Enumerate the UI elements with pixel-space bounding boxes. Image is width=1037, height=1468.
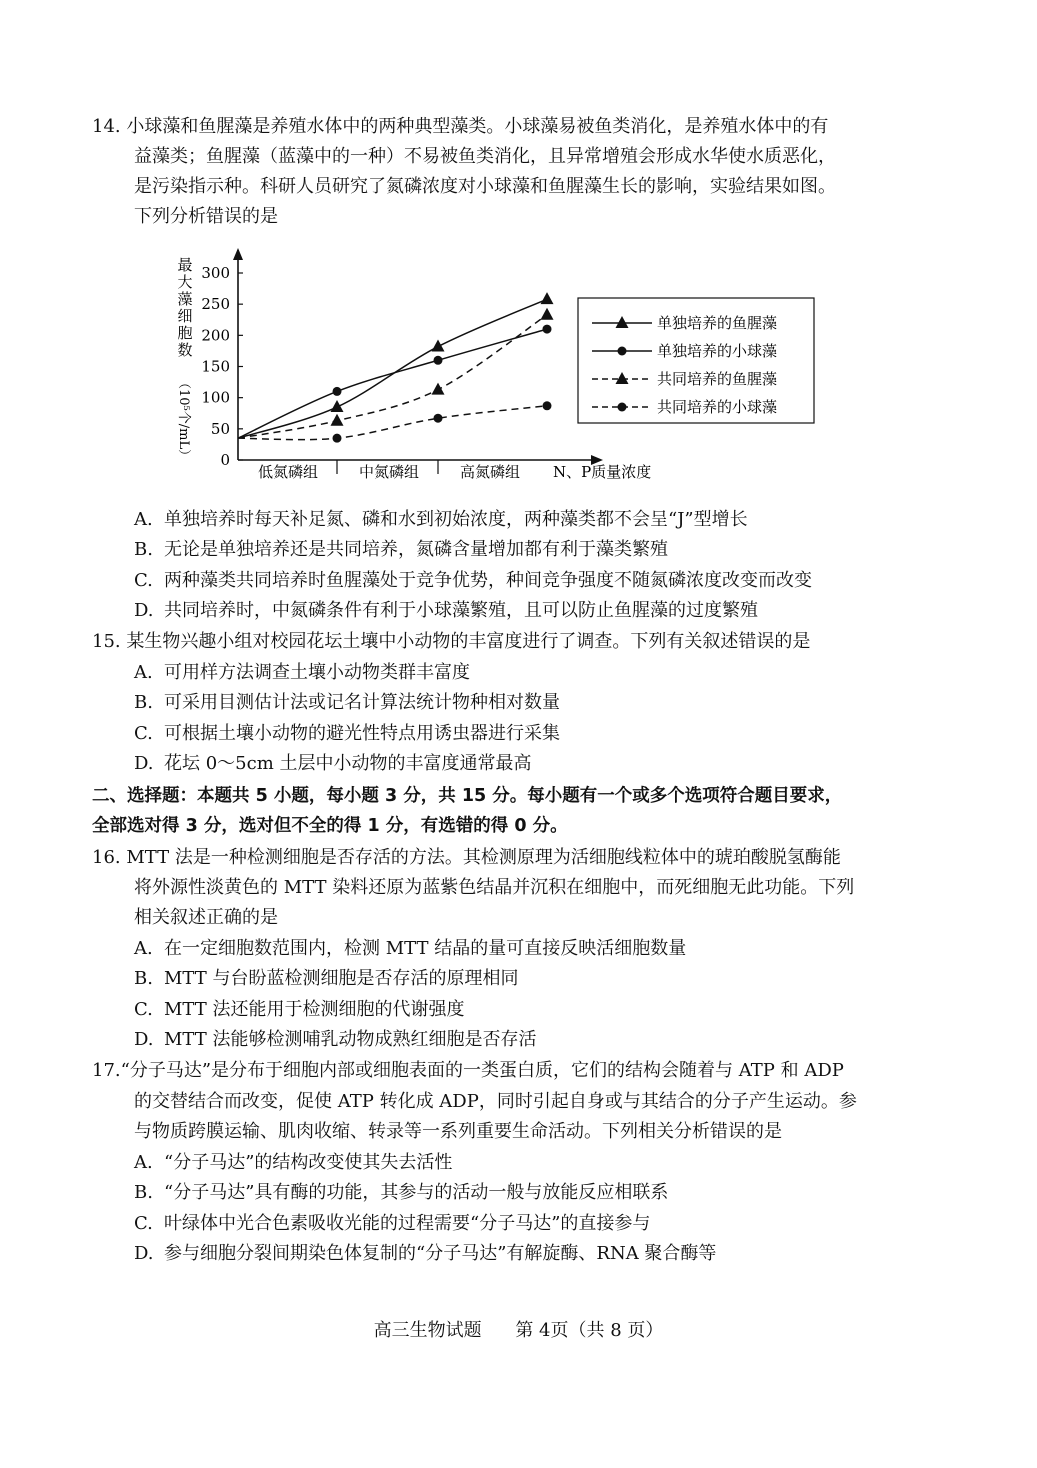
y-tick-labels (201, 264, 243, 469)
y-tick-label: 50 (210, 419, 230, 438)
series-2 (238, 325, 552, 439)
circle-marker (333, 387, 342, 396)
y-axis-arrow (233, 248, 243, 260)
y-label-char: 细 (177, 307, 193, 325)
triangle-marker (331, 414, 344, 426)
y-tick-label: 250 (201, 295, 230, 314)
circle-marker (434, 356, 443, 365)
q17-option-a: A. “分子马达”的结构改变使其失去活性 (134, 1152, 453, 1173)
q16-option-a: A. 在一定细胞数范围内，检测 MTT 结晶的量可直接反映活细胞数量 (134, 938, 687, 959)
y-label-char: 大 (177, 273, 193, 291)
q17-stem-line-1: 17.“分子马达”是分布于细胞内部或细胞表面的一类蛋白质，它们的结构会随着与 ATP 和 ADP (92, 1060, 844, 1081)
series-line (238, 315, 547, 438)
legend-label: 单独培养的小球藻 (657, 342, 778, 360)
legend-label: 单独培养的鱼腥藻 (657, 314, 778, 332)
x-tick-label: 低氮磷组 (257, 463, 319, 481)
q14-stem-line-4: 下列分析错误的是 (134, 206, 278, 227)
page-footer (0, 1316, 1037, 1342)
series-line (238, 406, 547, 440)
q14-stem-line-1: 14. 小球藻和鱼腥藻是养殖水体中的两种典型藻类。小球藻易被鱼类消化，是养殖水体中的有 (92, 116, 829, 137)
y-tick-label: 0 (220, 451, 230, 469)
y-tick-label: 200 (201, 326, 230, 345)
q15-stem: 15. 某生物兴趣小组对校园花坛土壤中小动物的丰富度进行了调查。下列有关叙述错误的是 (92, 631, 811, 652)
series-line (238, 329, 547, 438)
series-line (238, 299, 547, 438)
q14-option-d: D. 共同培养时，中氮磷条件有利于小球藻繁殖，且可以防止鱼腥藻的过度繁殖 (134, 600, 758, 621)
q16-stem-line-2: 将外源性淡黄色的 MTT 染料还原为蓝紫色结晶并沉积在细胞中，而死细胞无此功能。下列 (134, 877, 855, 898)
q14-option-b: B. 无论是单独培养还是共同培养，氮磷含量增加都有利于藻类繁殖 (134, 539, 668, 560)
q17-stem-line-2: 的交替结合而改变，促使 ATP 转化成 ADP，同时引起自身或与其结合的分子产生运动。参 (134, 1091, 857, 1112)
circle-marker (543, 325, 552, 334)
triangle-marker (331, 400, 344, 412)
q16-stem-line-3: 相关叙述正确的是 (134, 907, 278, 928)
x-axis-label: N、P质量浓度 (553, 463, 652, 481)
q16-option-b: B. MTT 与台盼蓝检测细胞是否存活的原理相同 (134, 968, 519, 989)
y-tick-label: 100 (201, 388, 230, 407)
y-tick-label: 150 (201, 357, 230, 376)
footer-subject: 高三生物试题 (373, 1320, 482, 1341)
section-2-heading-line-2: 全部选对得 3 分，选对但不全的得 1 分，有选错的得 0 分。 (92, 816, 568, 836)
q14-option-c: C. 两种藻类共同培养时鱼腥藻处于竞争优势，种间竞争强度不随氮磷浓度改变而改变 (134, 570, 812, 591)
circle-marker (618, 403, 627, 412)
q17-option-c: C. 叶绿体中光合色素吸收光能的过程需要“分子马达”的直接参与 (134, 1213, 651, 1234)
algae-growth-chart (170, 240, 820, 500)
x-tick-label: 高氮磷组 (459, 463, 521, 481)
q16-option-d: D. MTT 法能够检测哺乳动物成熟红细胞是否存活 (134, 1029, 537, 1050)
circle-marker (543, 401, 552, 410)
circle-marker (434, 414, 443, 423)
triangle-marker (432, 340, 445, 352)
q16-option-c: C. MTT 法还能用于检测细胞的代谢强度 (134, 999, 465, 1020)
q15-option-b: B. 可采用目测估计法或记名计算法统计物种相对数量 (134, 692, 560, 713)
footer-page-number: 第 4页（共 8 页） (515, 1320, 664, 1341)
legend-label: 共同培养的小球藻 (657, 398, 778, 416)
y-label-unit: （10⁵个/mL） (176, 376, 191, 463)
q17-stem-line-3: 与物质跨膜运输、肌肉收缩、转录等一系列重要生命活动。下列相关分析错误的是 (134, 1121, 782, 1142)
triangle-marker (541, 292, 554, 304)
y-label-char: 最 (177, 256, 193, 274)
x-tick-label: 中氮磷组 (358, 463, 420, 481)
x-tick-labels (258, 463, 520, 481)
q16-stem-line-1: 16. MTT 法是一种检测细胞是否存活的方法。其检测原理为活细胞线粒体中的琥珀酸脱氢酶能 (92, 847, 841, 868)
series-1 (238, 292, 554, 438)
y-label-char: 藻 (177, 290, 193, 308)
section-2-heading-line-1: 二、选择题：本题共 5 小题，每小题 3 分，共 15 分。每小题有一个或多个选项符合题目要求， (92, 786, 843, 806)
circle-marker (618, 347, 627, 356)
chart-legend (578, 298, 814, 423)
q17-option-d: D. 参与细胞分裂间期染色体复制的“分子马达”有解旋酶、RNA 聚合酶等 (134, 1243, 717, 1264)
chart-series (238, 292, 554, 443)
y-tick-label: 300 (201, 264, 230, 282)
legend-label: 共同培养的鱼腥藻 (657, 370, 778, 388)
y-label-char: 数 (177, 341, 193, 359)
q14-stem-line-3: 是污染指示种。科研人员研究了氮磷浓度对小球藻和鱼腥藻生长的影响，实验结果如图。 (134, 176, 836, 197)
q15-option-d: D. 花坛 0～5cm 土层中小动物的丰富度通常最高 (134, 753, 532, 774)
y-label-char: 胞 (177, 324, 193, 342)
circle-marker (333, 434, 342, 443)
q15-option-c: C. 可根据土壤小动物的避光性特点用诱虫器进行采集 (134, 723, 560, 744)
series-4 (238, 401, 552, 442)
triangle-marker (432, 383, 445, 395)
y-axis-label (176, 256, 193, 462)
q17-option-b: B. “分子马达”具有酶的功能，其参与的活动一般与放能反应相联系 (134, 1182, 669, 1203)
q14-stem-line-2: 益藻类；鱼腥藻（蓝藻中的一种）不易被鱼类消化，且异常增殖会形成水华使水质恶化， (134, 146, 836, 167)
q15-option-a: A. 可用样方法调查土壤小动物类群丰富度 (134, 662, 470, 683)
q14-option-a: A. 单独培养时每天补足氮、磷和水到初始浓度，两种藻类都不会呈“J”型增长 (134, 509, 748, 530)
triangle-marker (541, 308, 554, 320)
